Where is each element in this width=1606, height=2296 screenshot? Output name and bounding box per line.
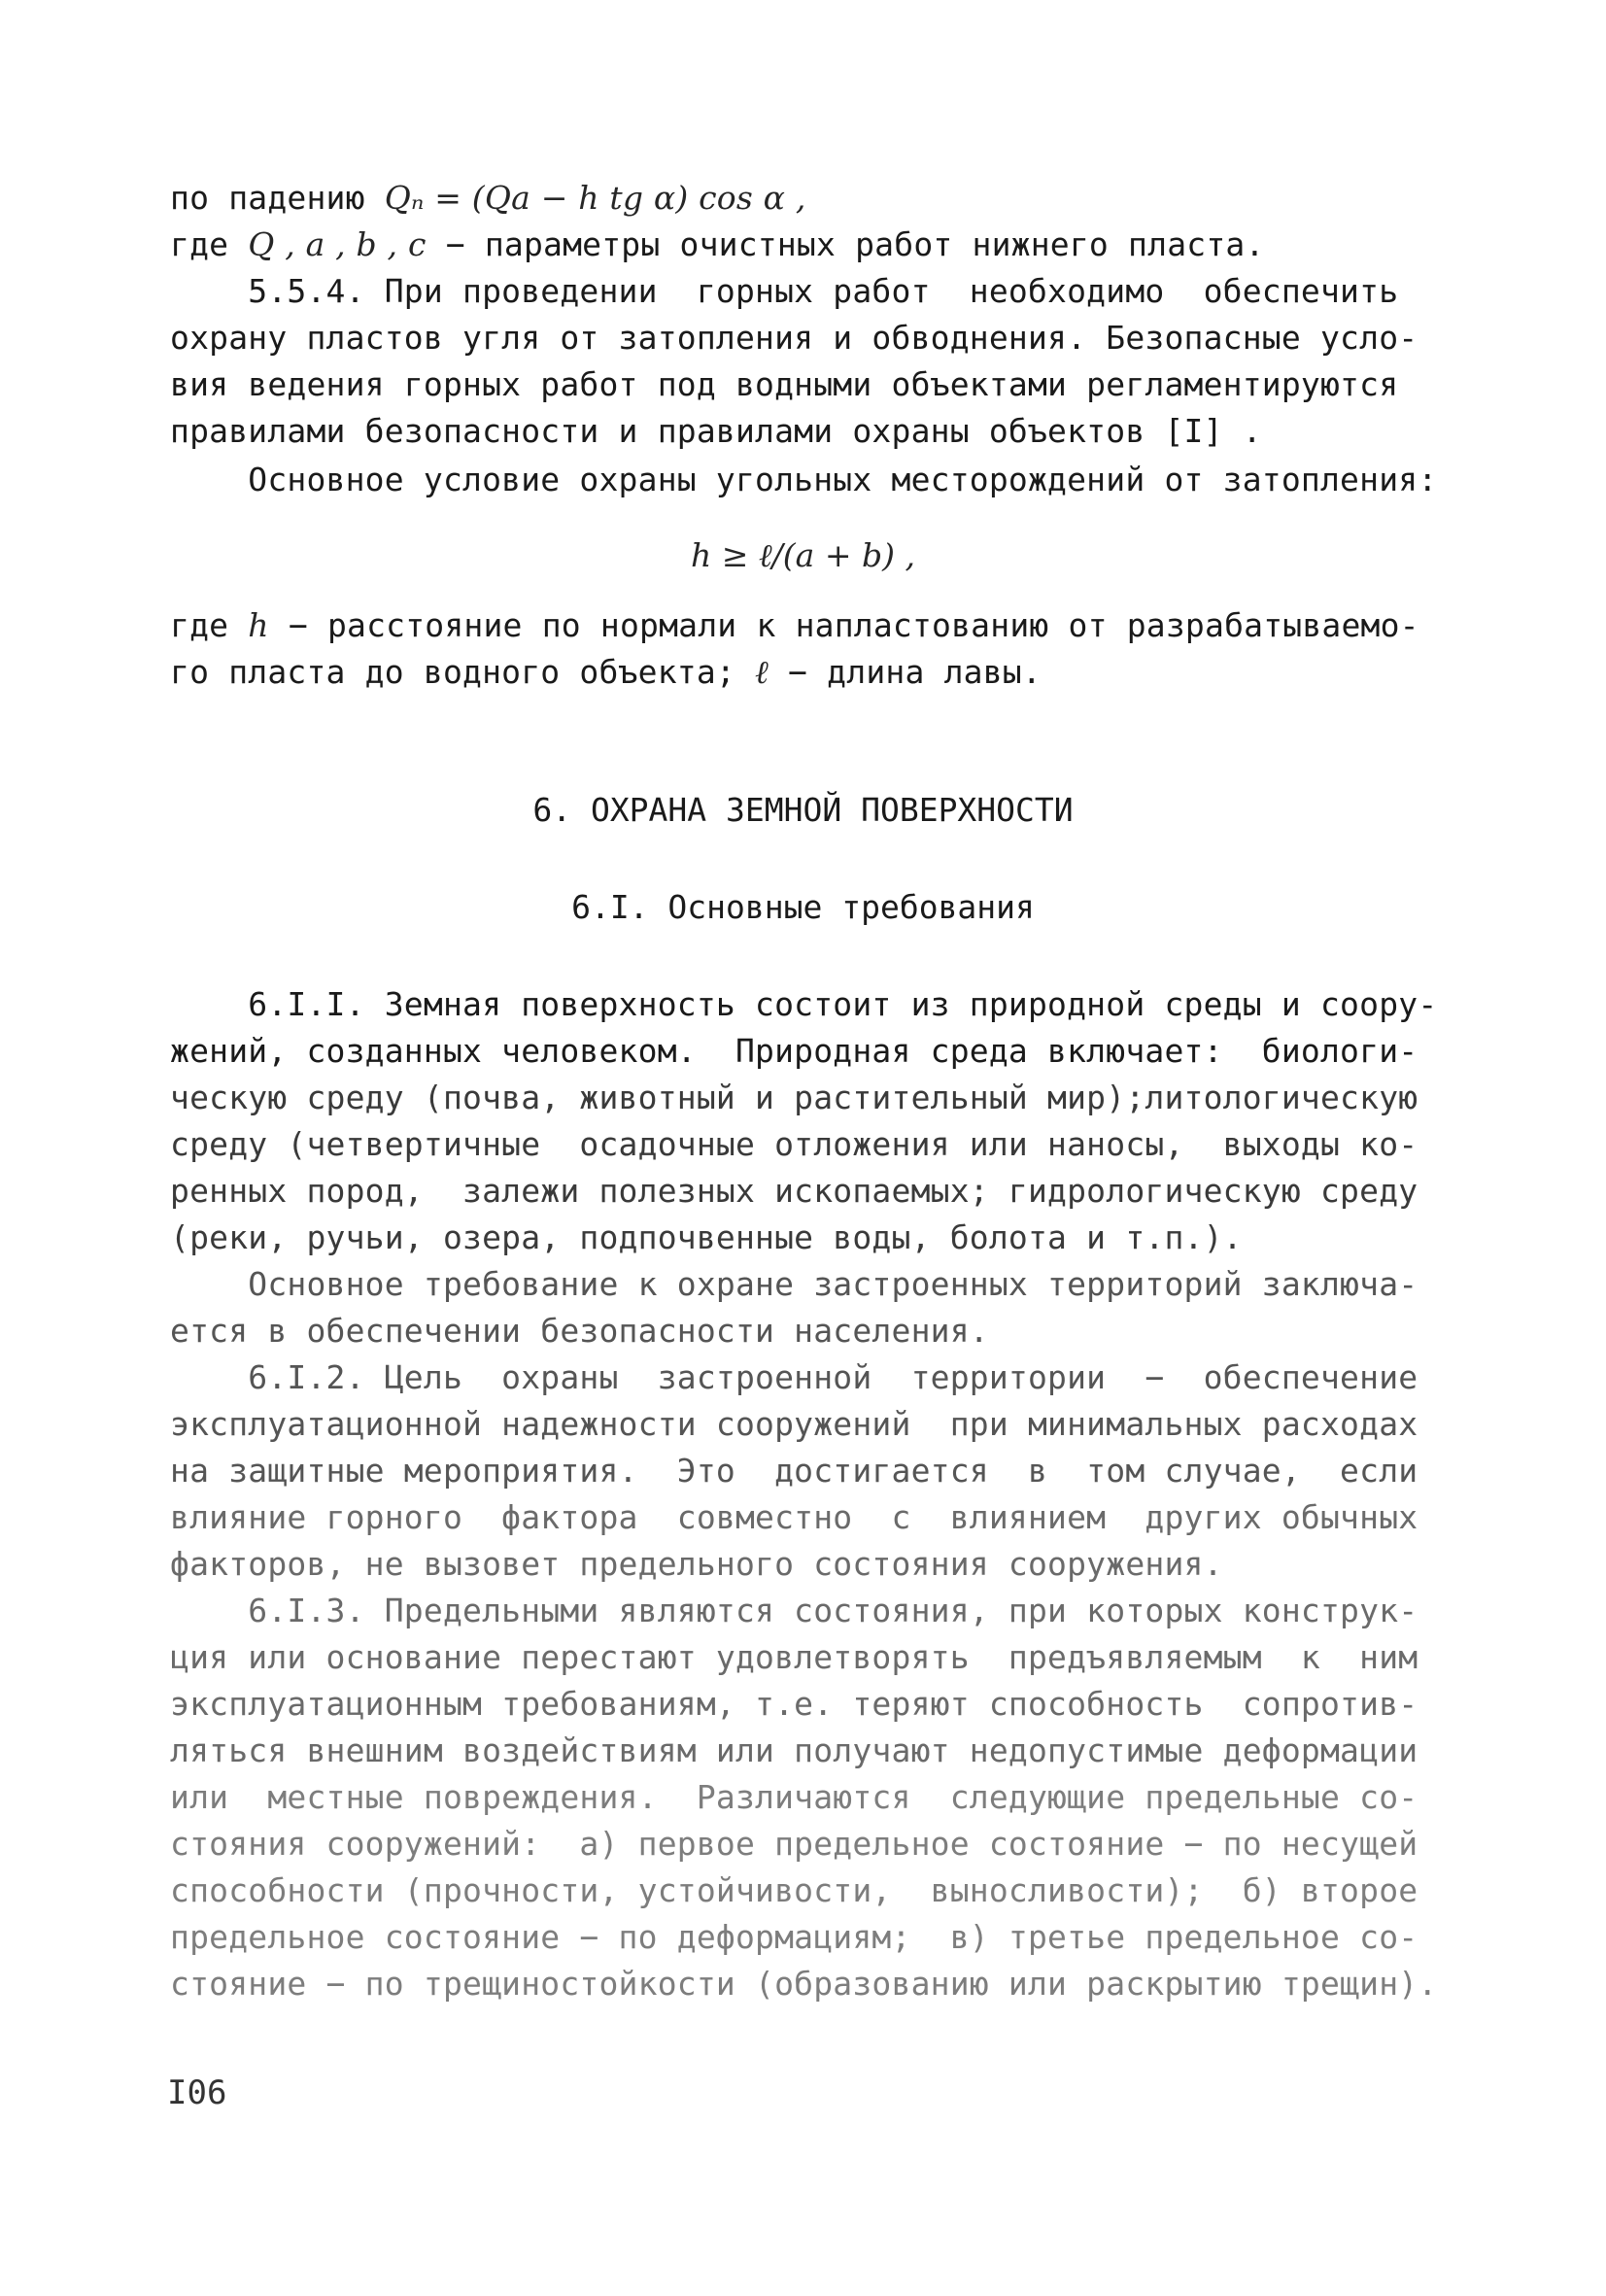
paragraph-6-1-2-line: влияние горного фактора совместно с влиянием других обычных <box>170 1498 1418 1536</box>
paragraph-6-1-3-line: стояние − по трещиностойкости (образованию или раскрытию трещин). <box>170 1965 1438 2003</box>
text-line-parameters <box>170 222 1423 268</box>
paragraph-6-1-1-line: 6.I.I. Земная поверхность состоит из природной среды и соору- <box>170 985 1438 1023</box>
paragraph-5-5-4-line-1: 5.5.4. При проведении горных работ необходимо обеспечить <box>170 272 1399 310</box>
paragraph-5-5-4-line-4: правилами безопасности и правилами охраны объектов [I] . <box>170 412 1262 450</box>
paragraph-6-1-1-line: ренных пород, залежи полезных ископаемых; гидрологическую среду <box>170 1172 1418 1210</box>
formula-var-l: ℓ <box>755 653 769 691</box>
formula-qn: Qₙ = (Qa − h tg α) cos α , <box>384 179 806 217</box>
paragraph-6-1-1-line: среду (четвертичные осадочные отложения или наносы, выходы ко- <box>170 1125 1418 1163</box>
paragraph-6-1-3-line: стояния сооружений: а) первое предельное состояние − по несущей <box>170 1825 1418 1863</box>
paragraph-6-1-2-line: факторов, не вызовет предельного состояния сооружения. <box>170 1545 1223 1583</box>
paragraph-6-1-3-line: 6.I.3. Предельными являются состояния, при которых конструк- <box>170 1592 1418 1629</box>
text-line-l-definition <box>170 649 1423 696</box>
paragraph-6-1-2-line: на защитные мероприятия. Это достигается в том случае, если <box>170 1452 1418 1490</box>
paragraph-6-1-2-line: 6.I.2. Цель охраны застроенной территории − обеспечение <box>170 1358 1418 1396</box>
text-line-h-definition <box>170 602 1423 649</box>
page-number: I06 <box>167 2073 227 2112</box>
formula-variables: Q , a , b , c <box>248 225 427 263</box>
paragraph-6-1-3-line: ция или основание перестают удовлетворять предъявляемым к ним <box>170 1638 1418 1676</box>
paragraph-6-1-3-line: способности (прочности, устойчивости, выносливости); б) второе <box>170 1871 1418 1909</box>
subsection-heading: 6.I. Основные требования <box>571 888 1035 926</box>
text-fragment: го пласта до водного объекта; <box>170 653 756 691</box>
paragraph-requirement-line: Основное требование к охране застроенных территорий заключа- <box>170 1265 1418 1303</box>
paragraph-6-1-1-line: ческую среду (почва, животный и растительный мир);литологическую <box>170 1079 1418 1116</box>
paragraph-6-1-1-line: (реки, ручьи, озера, подпочвенные воды, болота и т.п.). <box>170 1218 1243 1256</box>
formula-var-h: h <box>248 606 269 644</box>
text-fragment: − расстояние по нормали к напластованию от разрабатываемо- <box>268 606 1419 644</box>
paragraph-6-1-1-line: жений, созданных человеком. Природная среда включает: биологи- <box>170 1032 1418 1070</box>
text-fragment: где <box>170 225 249 263</box>
text-fragment: − параметры очистных работ нижнего пласта. <box>426 225 1265 263</box>
paragraph-6-1-3-line: ляться внешним воздействиям или получают недопустимые деформации <box>170 1731 1418 1769</box>
paragraph-6-1-3-line: предельное состояние − по деформациям; в) третье предельное со- <box>170 1918 1418 1956</box>
paragraph-6-1-3-line: эксплуатационным требованиям, т.е. теряют способность сопротив- <box>170 1685 1418 1723</box>
paragraph-6-1-3-line: или местные повреждения. Различаются следующие предельные со- <box>170 1778 1418 1816</box>
text-fragment: − длина лавы. <box>768 653 1042 691</box>
text-fragment: где <box>170 606 249 644</box>
paragraph-5-5-4-line-2: охрану пластов угля от затопления и обводнения. Безопасные усло- <box>170 319 1418 357</box>
flooding-condition-line: Основное условие охраны угольных месторождений от затопления: <box>170 461 1438 498</box>
section-heading: 6. ОХРАНА ЗЕМНОЙ ПОВЕРХНОСТИ <box>532 791 1074 829</box>
paragraph-6-1-2-line: эксплуатационной надежности сооружений при минимальных расходах <box>170 1405 1418 1443</box>
paragraph-requirement-line: ется в обеспечении безопасности населения. <box>170 1312 989 1350</box>
formula-flooding-condition: h ≥ ℓ/(a + b) , <box>691 536 915 574</box>
text-line-falling <box>170 175 1423 222</box>
paragraph-5-5-4-line-3: вия ведения горных работ под водными объектами регламентируются <box>170 365 1399 403</box>
text-fragment: по падению <box>170 179 385 217</box>
